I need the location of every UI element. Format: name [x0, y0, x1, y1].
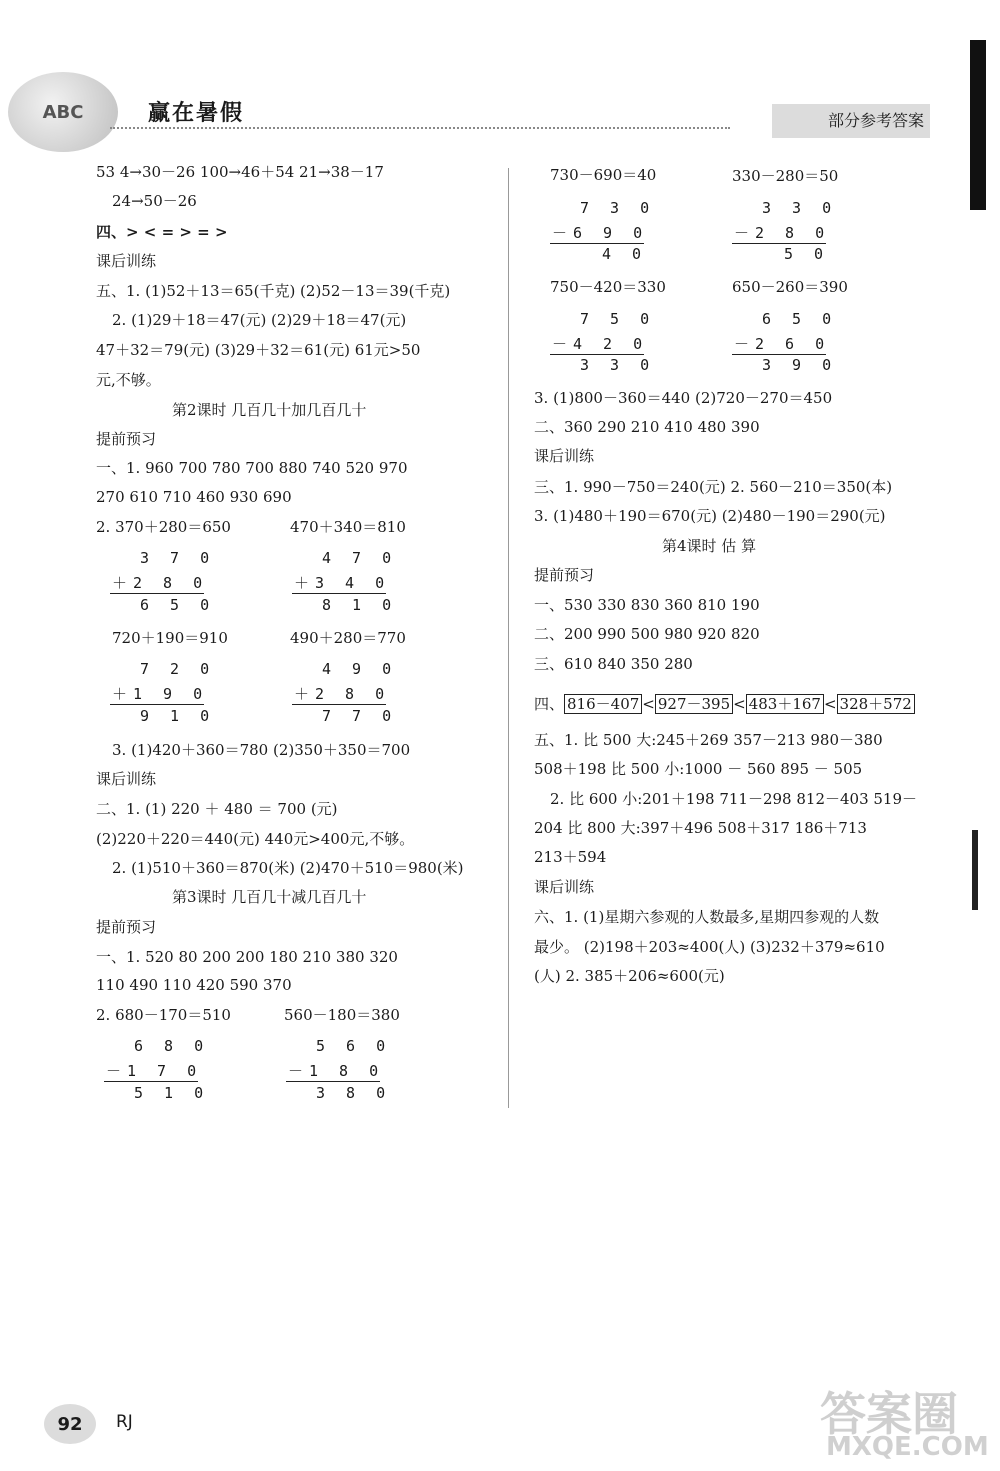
vertical-calc-row: 7 7 0: [322, 707, 398, 725]
vertical-calc-row: 4 0: [602, 245, 648, 263]
vertical-calc-row: ＋2 8 0: [112, 574, 209, 592]
answer-line: 204 比 800 大:397＋496 508＋317 186＋713: [534, 819, 867, 837]
answer-line: 24→50－26: [112, 192, 197, 210]
answer-line: 53 4→30－26 100→46＋54 21→38－17: [96, 163, 384, 181]
answer-line: 560－180＝380: [284, 1006, 400, 1024]
watermark-logo: 答案圈: [820, 1387, 958, 1441]
vertical-calc-row: 5 6 0: [316, 1037, 392, 1055]
column-divider: [508, 168, 509, 1108]
boxed-expression: 483＋167: [746, 694, 824, 714]
answer-line: 元,不够。: [96, 371, 161, 389]
answer-line: 2. 370＋280＝650: [96, 518, 231, 536]
vertical-calc-row: －1 7 0: [106, 1062, 203, 1080]
book-title: 赢在暑假: [148, 100, 245, 126]
answer-line: 一、1. 520 80 200 200 180 210 380 320: [96, 948, 398, 966]
section-heading: 课后训练: [534, 878, 595, 896]
vertical-calc-row: 9 1 0: [140, 707, 216, 725]
answer-line: 2. (1)29＋18＝47(元) (2)29＋18＝47(元): [112, 311, 407, 329]
calc-rule: [550, 243, 644, 244]
answer-line: 二、1. (1) 220 ＋ 480 ＝ 700 (元): [96, 800, 338, 818]
answer-line: 五、1. (1)52＋13＝65(千克) (2)52－13＝39(千克): [96, 282, 451, 300]
watermark-url: MXQE.COM: [826, 1432, 989, 1462]
vertical-calc-row: 3 8 0: [316, 1084, 392, 1102]
less-than-sign: <: [733, 695, 746, 713]
lesson-title: 第4课时 估 算: [662, 537, 757, 555]
answer-line: 270 610 710 460 930 690: [96, 488, 292, 506]
calc-rule: [104, 1081, 198, 1082]
answer-line: 730－690＝40: [550, 166, 657, 184]
vertical-calc-row: 7 3 0: [580, 199, 656, 217]
boxed-expression: 927－395: [655, 694, 733, 714]
section-heading: 课后训练: [534, 447, 595, 465]
abc-logo: ABC: [8, 72, 118, 152]
calc-rule: [110, 593, 204, 594]
section-label: 部分参考答案: [772, 104, 930, 138]
calc-rule: [732, 243, 826, 244]
vertical-calc-row: 4 9 0: [322, 660, 398, 678]
vertical-calc-row: ＋2 8 0: [294, 685, 391, 703]
vertical-calc-row: －6 9 0: [552, 224, 649, 242]
calc-rule: [292, 704, 386, 705]
edition-code: RJ: [116, 1412, 133, 1432]
vertical-calc-row: 5 1 0: [134, 1084, 210, 1102]
vertical-calc-row: 4 7 0: [322, 549, 398, 567]
vertical-calc-row: ＋1 9 0: [112, 685, 209, 703]
lesson-title: 第3课时 几百几十减几百几十: [172, 888, 367, 906]
answer-line: 3. (1)800－360＝440 (2)720－270＝450: [534, 389, 833, 407]
answer-line: 2. 比 600 小:201＋198 711－298 812－403 519－: [550, 790, 918, 808]
vertical-calc-row: 8 1 0: [322, 596, 398, 614]
answer-line: (2)220＋220＝440(元) 440元>400元,不够。: [96, 830, 415, 848]
calc-rule: [110, 704, 204, 705]
boxed-expression: 816－407: [564, 694, 642, 714]
boxed-expression: 328＋572: [837, 694, 915, 714]
answer-line: 508＋198 比 500 小:1000 － 560 895 － 505: [534, 760, 863, 778]
calc-rule: [732, 354, 826, 355]
vertical-calc-row: 3 7 0: [140, 549, 216, 567]
calc-rule: [550, 354, 644, 355]
answer-line: 47＋32＝79(元) (3)29＋32＝61(元) 61元>50: [96, 341, 421, 359]
answer-line: 490＋280＝770: [290, 629, 406, 647]
answer-line: 三、1. 990－750＝240(元) 2. 560－210＝350(本): [534, 478, 893, 496]
answer-line: 213＋594: [534, 848, 607, 866]
section-heading: 提前预习: [96, 430, 157, 448]
vertical-calc-row: 3 3 0: [762, 199, 838, 217]
header-dotted-rule: [110, 127, 730, 129]
section-heading: 提前预习: [96, 918, 157, 936]
answer-line: 330－280＝50: [732, 167, 839, 185]
binding-edge-mark: [972, 830, 978, 910]
answer-line: 六、1. (1)星期六参观的人数最多,星期四参观的人数: [534, 908, 880, 926]
vertical-calc-row: －2 6 0: [734, 335, 831, 353]
vertical-calc-row: －1 8 0: [288, 1062, 385, 1080]
vertical-calc-row: 3 9 0: [762, 356, 838, 374]
section-heading: 提前预习: [534, 566, 595, 584]
answer-line: 110 490 110 420 590 370: [96, 976, 292, 994]
less-than-sign: <: [642, 695, 655, 713]
comparison-chain: [534, 694, 915, 714]
answer-line: 五、1. 比 500 大:245＋269 357－213 980－380: [534, 731, 883, 749]
answer-line: 650－260＝390: [732, 278, 848, 296]
answer-line: 2. (1)510＋360＝870(米) (2)470＋510＝980(米): [112, 859, 464, 877]
vertical-calc-row: －2 8 0: [734, 224, 831, 242]
answer-line: 二、360 290 210 410 480 390: [534, 418, 760, 436]
vertical-calc-row: 7 2 0: [140, 660, 216, 678]
answer-line: 470＋340＝810: [290, 518, 406, 536]
less-than-sign: <: [823, 695, 837, 713]
page-number: 92: [44, 1404, 96, 1444]
calc-rule: [286, 1081, 380, 1082]
answer-line: 2. 680－170＝510: [96, 1006, 231, 1024]
answer-line: 三、610 840 350 280: [534, 655, 693, 673]
vertical-calc-row: 5 0: [784, 245, 830, 263]
answer-line: 720＋190＝910: [112, 629, 228, 647]
vertical-calc-row: ＋3 4 0: [294, 574, 391, 592]
answer-line: 一、1. 960 700 780 700 880 740 520 970: [96, 459, 408, 477]
answer-line: 一、530 330 830 360 810 190: [534, 596, 760, 614]
answer-line: 3. (1)420＋360＝780 (2)350＋350＝700: [112, 741, 411, 759]
vertical-calc-row: －4 2 0: [552, 335, 649, 353]
vertical-calc-row: 6 8 0: [134, 1037, 210, 1055]
answer-line: (人) 2. 385＋206≈600(元): [534, 967, 725, 985]
section-heading: 课后训练: [96, 252, 157, 270]
calc-rule: [292, 593, 386, 594]
answer-line: 3. (1)480＋190＝670(元) (2)480－190＝290(元): [534, 507, 886, 525]
binding-edge: [970, 40, 986, 210]
vertical-calc-row: 7 5 0: [580, 310, 656, 328]
vertical-calc-row: 3 3 0: [580, 356, 656, 374]
section-heading: 课后训练: [96, 770, 157, 788]
answer-line: 最少。 (2)198＋203≈400(人) (3)232＋379≈610: [534, 938, 885, 956]
vertical-calc-row: 6 5 0: [762, 310, 838, 328]
answer-line: 二、200 990 500 980 920 820: [534, 625, 760, 643]
answer-prefix: 四、: [534, 695, 565, 713]
vertical-calc-row: 6 5 0: [140, 596, 216, 614]
lesson-title: 第2课时 几百几十加几百几十: [172, 401, 367, 419]
answer-line: 四、> < = > = >: [96, 223, 228, 241]
answer-line: 750－420＝330: [550, 278, 666, 296]
